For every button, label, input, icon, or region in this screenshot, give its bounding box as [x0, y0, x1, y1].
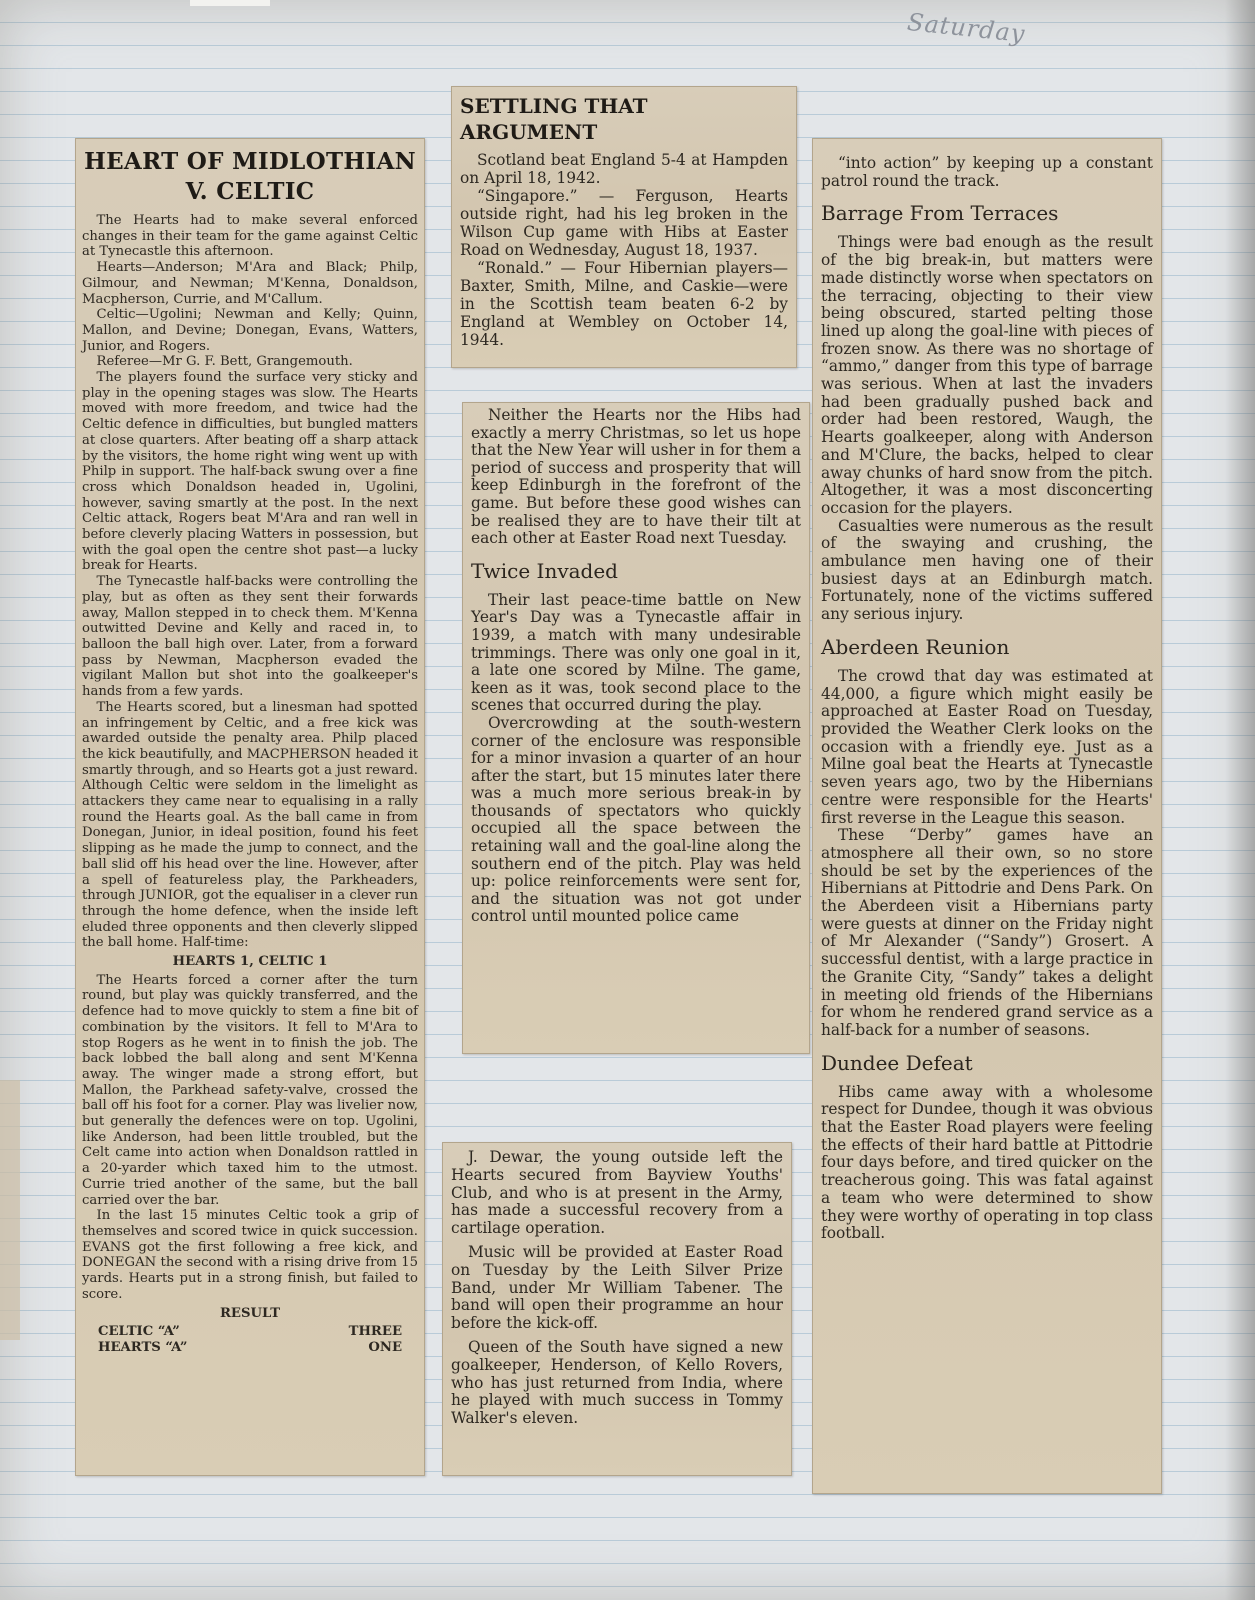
headline: SETTLING THAT ARGUMENT [460, 94, 648, 144]
clipping-continuation [812, 138, 1162, 1494]
result-team: HEARTS “A” [98, 1339, 188, 1355]
result-row [82, 1324, 418, 1340]
paragraph: Music will be provided at Easter Road on Tuesday by the Leith Silver Prize Band, under Mr William Tabener. The band will open their programme an hour before the kick-off. [451, 1242, 783, 1333]
paragraph: The Hearts forced a corner after the turn round, but play was quickly transferred, and the defence had to move quickly to stem a fine bit of combination by the visitors. It fell to M'Ara to stop Rogers as he went in to finish the job. The back lobbed the ball along and sent M'Kenna away. The winger made a strong effort, but Mallon, the Parkhead safety-valve, crossed the ball off his foot for a corner. Play was livelier now, but generally the defences were on top. Ugolini, like Anderson, had been little troubled, but the Celt came into action when Donaldson rattled in a 20-yarder which taxed him to the utmost. Currie tried another of the same, but the ball carried over the bar. [82, 972, 418, 1208]
paragraph: In the last 15 minutes Celtic took a grip of themselves and scored twice in quick succession. EVANS got the first following a free kick, and DONEGAN the second with a rising drive from 15 yards. Hearts put in a strong finish, but failed to score. [82, 1208, 418, 1302]
clipping-hearts-v-celtic [75, 138, 425, 1476]
result-team: CELTIC “A” [98, 1324, 180, 1340]
result-row [82, 1340, 418, 1356]
paragraph: Celtic—Ugolini; Newman and Kelly; Quinn, Mallon, and Devine; Donegan, Evans, Watters, Junior, and Rogers. [82, 307, 418, 354]
halftime-score: HEARTS 1, CELTIC 1 [172, 954, 328, 970]
subheading: Aberdeen Reunion [821, 634, 1010, 659]
paragraph: The players found the surface very sticky and play in the opening stages was slow. The Hearts moved with more freedom, and twice had the Celtic defence in difficulties, but bungled matters at close quarters. After beating off a sharp attack by the visitors, the home right wing went up with Philp in support. The half-back swung over a fine cross which Donaldson headed in, Ugolini, however, saving smartly at the post. In the next Celtic attack, Rogers beat M'Ara and ran well in before cleverly placing Watters in possession, but with the goal open the centre shot past—a lucky break for Hearts. [82, 370, 418, 574]
paragraph: “Ronald.” — Four Hibernian players—Baxter, Smith, Milne, and Caskie—were in the Scottish team beaten 6-2 by England at Wembley on October 14, 1944. [460, 259, 788, 349]
paragraph: Referee—Mr G. F. Bett, Grangemouth. [96, 354, 353, 370]
paragraph: Queen of the South have signed a new goalkeeper, Henderson, of Kello Rovers, who has just returned from India, where he played with much success in Tommy Walker's eleven. [451, 1337, 783, 1428]
paragraph: Casualties were numerous as the result of the swaying and crushing, the ambulance men having one of their busiest days at an Edinburgh match. Fortunately, none of the victims suffered any serious injury. [821, 516, 1153, 624]
paragraph: Overcrowding at the south-western corner of the enclosure was responsible for a minor invasion a quarter of an hour after the start, but 15 minutes later there was a much more serious break-in by thousands of spectators who quickly occupied all the space between the retaining wall and the goal-line along the southern end of the pitch. Play was held up: police reinforcements were sent for, and the situation was not got under control until mounted police came [471, 713, 801, 926]
paragraph: These “Derby” games have an atmosphere all their own, so no store should be set by the experiences of the Hibernians at Pittodrie and Dens Park. On the Aberdeen visit a Hibernians party were guests at dinner on the Friday night of Mr Alexander (“Sandy”) Grosert. A successful dentist, with a large practice in the Granite City, “Sandy” takes a delight in meeting old friends of the Hibernians for whom he rendered grand service as a half-back for a number of seasons. [821, 826, 1153, 1039]
paragraph: Hibs came away with a wholesome respect for Dundee, though it was obvious that the Easter Road players were feeling the effects of their hard battle at Pittodrie four days before, and tired quicker on the treacherous going. This was fatal against a team who were determined to show they were worthy of operating in top class football. [821, 1082, 1153, 1243]
paragraph: The crowd that day was estimated at 44,000, a figure which might easily be approached at Easter Road on Tuesday, provided the Weather Clerk looks on the occasion with a friendly eye. Just as a Milne goal beat the Hearts at Tynecastle seven years ago, two by the Hibernians centre were responsible for the Hearts' first reverse in the League this season. [821, 666, 1153, 827]
paragraph: “Singapore.” — Ferguson, Hearts outside right, had his leg broken in the Wilson Cup game with Hibs at Easter Road on Wednesday, August 18, 1937. [460, 187, 788, 259]
page-edge-shadow [1225, 0, 1255, 1600]
result-score: ONE [368, 1339, 402, 1355]
clipping-dewar-news [442, 1142, 792, 1476]
paragraph: Neither the Hearts nor the Hibs had exactly a merry Christmas, so let us hope that the New Year will usher in for them a period of success and prosperity that will keep Edinburgh in the forefront of the game. But before these good wishes can be realised they are to have their tilt at each other at Easter Road next Tuesday. [471, 406, 801, 548]
result-score: THREE [348, 1324, 402, 1340]
paragraph: Scotland beat England 5-4 at Hampden on April 18, 1942. [460, 151, 788, 187]
paragraph: Hearts—Anderson; M'Ara and Black; Philp, Gilmour, and Newman; M'Kenna, Donaldson, Macpherson, Currie, and M'Callum. [82, 260, 418, 307]
handwritten-note: Saturday [905, 7, 1027, 49]
subheading: Dundee Defeat [821, 1050, 973, 1075]
paragraph: The Hearts had to make several enforced changes in their team for the game against Celtic at Tynecastle this afternoon. [82, 213, 418, 260]
torn-edge [0, 1080, 20, 1340]
paragraph: The Hearts scored, but a linesman had spotted an infringement by Celtic, and a free kick was awarded outside the penalty area. Philp placed the kick beautifully, and MACPHERSON headed it smartly through, and so Hearts got a just reward. Although Celtic were seldom in the limelight as attackers they came near to equalising in a rally round the Hearts goal. As the ball came in from Donegan, Junior, in ideal position, found his feet slipping as he made the jump to connect, and the ball slid off his head over the line. However, after a spell of featureless play, the Parkheaders, through JUNIOR, got the equaliser in a clever run through the home defence, when the inside left eluded three opponents and then cleverly slipped the ball home. Half-time: [82, 699, 418, 951]
result-label: RESULT [219, 1305, 281, 1321]
paragraph: Things were bad enough as the result of the big break-in, but matters were made distinctly worse when spectators on the terracing, objecting to their view being obscured, started pelting those lined up along the goal-line with pieces of frozen snow. As there was no shortage of “ammo,” danger from this type of barrage was serious. When at last the invaders had been gradually pushed back and order had been restored, Waugh, the Hearts goalkeeper, along with Anderson and M'Clure, the backs, helped to clear away chunks of hard snow from the pitch. Altogether, it was a most disconcerting occasion for the players. [821, 233, 1153, 517]
paragraph: Their last peace-time battle on New Year's Day was a Tynecastle affair in 1939, a match with many undesirable trimmings. There was only one goal in it, a late one scored by Milne. The game, keen as it was, took second place to the scenes that occurred during the play. [471, 590, 801, 715]
paragraph: J. Dewar, the young outside left the Hearts secured from Bayview Youths' Club, and who is at present in the Army, has made a successful recovery from a cartilage operation. [451, 1148, 783, 1238]
clipping-twice-invaded [462, 402, 810, 1054]
subheading: Barrage From Terraces [821, 201, 1059, 226]
headline: HEART OF MIDLOTHIAN V. CELTIC [84, 148, 416, 205]
clipping-settling-argument [451, 86, 797, 368]
paragraph: The Tynecastle half-backs were controlling the play, but as often as they sent their forwards away, Mallon stepped in to check them. M'Kenna outwitted Devine and Kelly and raced in, to balloon the ball high over. Later, from a forward pass by Newman, Macpherson evaded the vigilant Mallon but shot into the goalkeeper's hands from a few yards. [82, 574, 418, 700]
subheading: Twice Invaded [471, 558, 618, 583]
page-tab [190, 0, 270, 6]
paragraph: “into action” by keeping up a constant patrol round the track. [821, 154, 1153, 190]
